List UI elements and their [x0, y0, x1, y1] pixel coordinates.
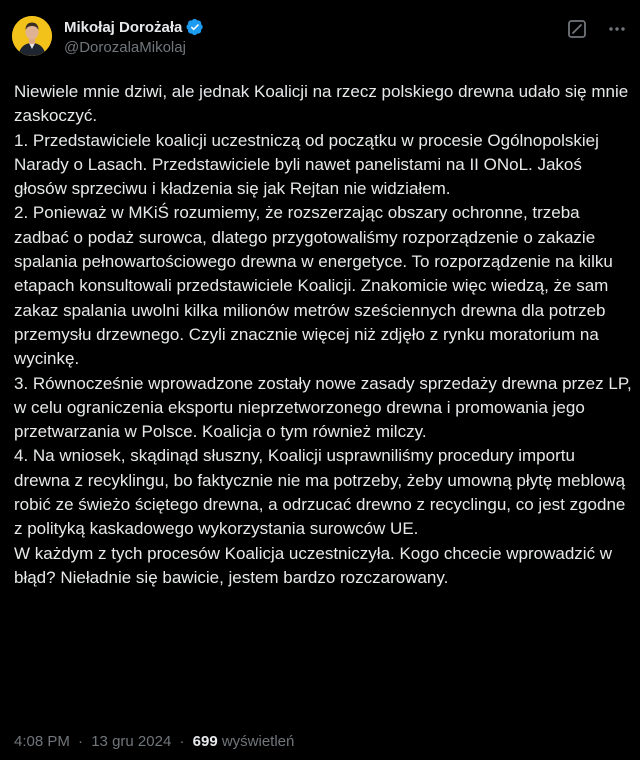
views-label: wyświetleń	[221, 733, 295, 750]
avatar-image	[12, 16, 52, 56]
tweet-time[interactable]: 4:08 PM	[14, 733, 70, 750]
tweet-header	[12, 14, 628, 62]
more-icon[interactable]	[606, 18, 628, 40]
tweet-text: Niewiele mnie dziwi, ale jednak Koalicji na rzecz polskiego drewna udało się mnie zaskoczyć. 1. Przedstawiciele koalicji uczestniczą od początku w procesie Ogólnopolskiej Narady o Lasach. Przedstawiciele byli nawet panelistami na II ONoL. Jakoś głosów sprzeciwu i kładzenia się jak Rejtan nie widziałem. 2. Ponieważ w MKiŚ rozumiemy, że rozszerzając obszary ochronne, trzeba zadbać o podaż surowca, dlatego przygotowaliśmy rozporządzenie o zakazie spalania pełnowartościowego drewna w energetyce. To rozporządzenie na kilku etapach konsultowali przedstawiciele Koalicji. Znakomicie więc wiedzą, że sam zakaz spalania uwolni kilka milionów metrów sześciennych drewna dla potrzeb przemysłu drzewnego. Czyli znacznie więcej niż zdjęło z rynku moratorium na wycinkę. 3. Równocześnie wprowadzone zostały nowe zasady sprzedaży drewna przez LP, w celu ograniczenia eksportu nieprzetworzonego drewna i promowania jego przetwarzania w Polsce. Koalicja o tym również milczy. 4. Na wniosek, skądinąd słuszny, Koalicji usprawniliśmy procedury importu drewna z recyklingu, bo faktycznie nie ma potrzeby, żeby umowną płytę meblową robić ze świeżo ściętego drewna, a odrzucać drewno z recyclingu, co jest zgodne z polityką kaskadowego wykorzystania surowców UE. W każdym z tych procesów Koalicja uczestniczyła. Kogo chcecie wprowadzić w błąd? Nieładnie się bawicie, jestem bardzo rozczarowany.	[14, 82, 632, 587]
tweet-date[interactable]: 13 gru 2024	[91, 733, 172, 750]
meta-separator: ·	[78, 733, 84, 750]
views-count[interactable]: 699	[192, 733, 218, 750]
avatar[interactable]	[12, 16, 52, 56]
author-names	[64, 17, 204, 56]
header-actions	[566, 18, 628, 40]
meta-separator: ·	[179, 733, 185, 750]
verified-badge-icon[interactable]	[186, 18, 204, 36]
handle[interactable]: @DorozalaMikolaj	[64, 39, 186, 56]
grok-icon[interactable]	[566, 18, 588, 40]
display-name[interactable]: Mikołaj Dorożała	[64, 18, 183, 36]
name-row	[64, 17, 204, 37]
tweet-meta	[14, 733, 294, 750]
